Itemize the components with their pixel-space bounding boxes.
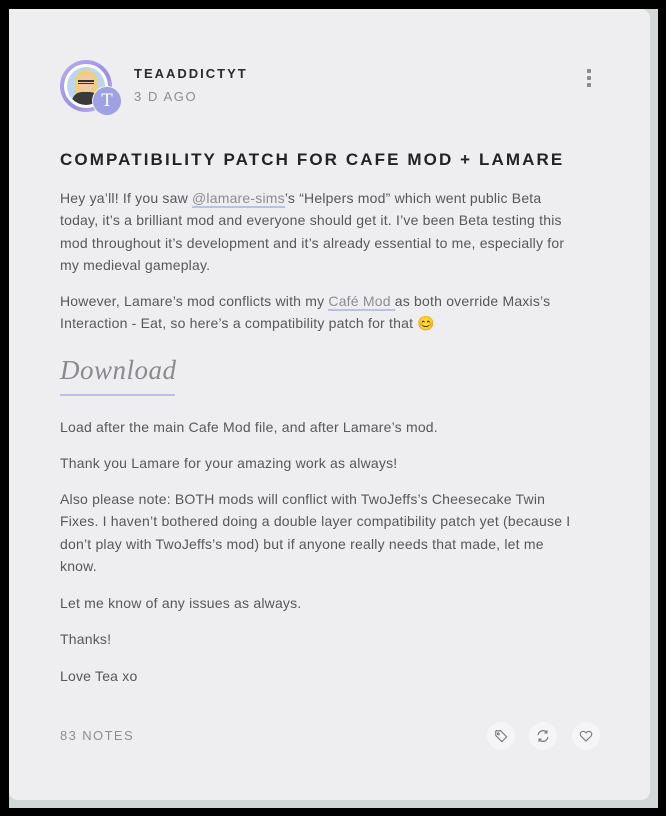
paragraph-line	[60, 452, 605, 474]
text-segment: ’s “Helpers mod” which went public Beta	[284, 190, 542, 206]
paragraph-line	[60, 510, 605, 532]
text-segment: don’t play with TwoJeffs’s mod) but if anyone really needs that made, let me	[60, 535, 544, 552]
text-segment: Love Tea xo	[60, 668, 138, 684]
author-username[interactable]: TEAADDICTYT	[134, 66, 248, 81]
text-segment: However, Lamare’s mod conflicts with my	[60, 293, 329, 309]
post-paragraph	[60, 416, 605, 438]
paragraph-line	[60, 488, 605, 510]
paragraph-line	[60, 254, 605, 276]
post-paragraph	[60, 488, 605, 578]
text-segment: know.	[60, 558, 97, 575]
text-segment: Also please note: BOTH mods will conflict with TwoJeffs’s Cheesecake Twin	[60, 491, 546, 507]
reblog-icon	[536, 729, 550, 743]
text-segment: Hey ya’ll! If you saw	[60, 190, 192, 206]
post-card	[9, 9, 650, 800]
text-segment: Thanks!	[60, 631, 112, 647]
post-timestamp[interactable]: 3 D AGO	[134, 89, 198, 104]
reblog-button[interactable]	[529, 722, 557, 750]
paragraph-line	[60, 628, 605, 650]
text-segment: as both override Maxis’s	[394, 293, 551, 309]
post-title: COMPATIBILITY PATCH FOR CAFE MOD + LAMARE	[60, 150, 565, 169]
paragraph-line	[60, 665, 605, 687]
paragraph-line	[60, 187, 605, 209]
text-segment: my medieval gameplay.	[60, 257, 211, 274]
inline-link[interactable]: @lamare-sims	[192, 190, 285, 206]
like-button[interactable]	[572, 722, 600, 750]
paragraph-line	[60, 592, 605, 614]
tag-icon	[494, 729, 508, 743]
heart-icon	[579, 729, 593, 743]
post-paragraph	[60, 452, 605, 474]
paragraph-line	[60, 312, 605, 334]
notes-count[interactable]: 83 NOTES	[60, 728, 135, 743]
text-segment: Interaction - Eat, so here’s a compatibility patch for that 😊	[60, 315, 435, 332]
post-paragraph	[60, 665, 605, 687]
post-paragraph	[60, 628, 605, 650]
text-segment: Thank you Lamare for your amazing work as always!	[60, 455, 398, 471]
text-segment: Load after the main Cafe Mod file, and after Lamare’s mod.	[60, 419, 438, 435]
post-paragraph	[60, 187, 605, 277]
paragraph-line	[60, 533, 605, 555]
paragraph-line	[60, 232, 605, 254]
paragraph-line	[60, 416, 605, 438]
post-paragraph	[60, 290, 605, 335]
paragraph-line	[60, 209, 605, 231]
more-options-button[interactable]	[582, 64, 596, 90]
text-segment: Fixes. I haven’t bothered doing a double layer compatibility patch yet (because I	[60, 513, 571, 530]
download-link[interactable]: Download	[60, 355, 177, 385]
post-paragraph	[60, 592, 605, 614]
author-badge[interactable]: T	[92, 86, 122, 116]
inline-link[interactable]: Café Mod	[328, 293, 395, 309]
text-segment: mod throughout it’s development and it’s already essential to me, especially for	[60, 234, 565, 251]
download-underline	[60, 394, 175, 396]
paragraph-line	[60, 555, 605, 577]
text-segment: Let me know of any issues as always.	[60, 595, 302, 611]
text-segment: today, it’s a brilliant mod and everyone should get it. I’ve been Beta testing this	[60, 212, 562, 229]
paragraph-line	[60, 290, 605, 312]
tags-button[interactable]	[487, 722, 515, 750]
